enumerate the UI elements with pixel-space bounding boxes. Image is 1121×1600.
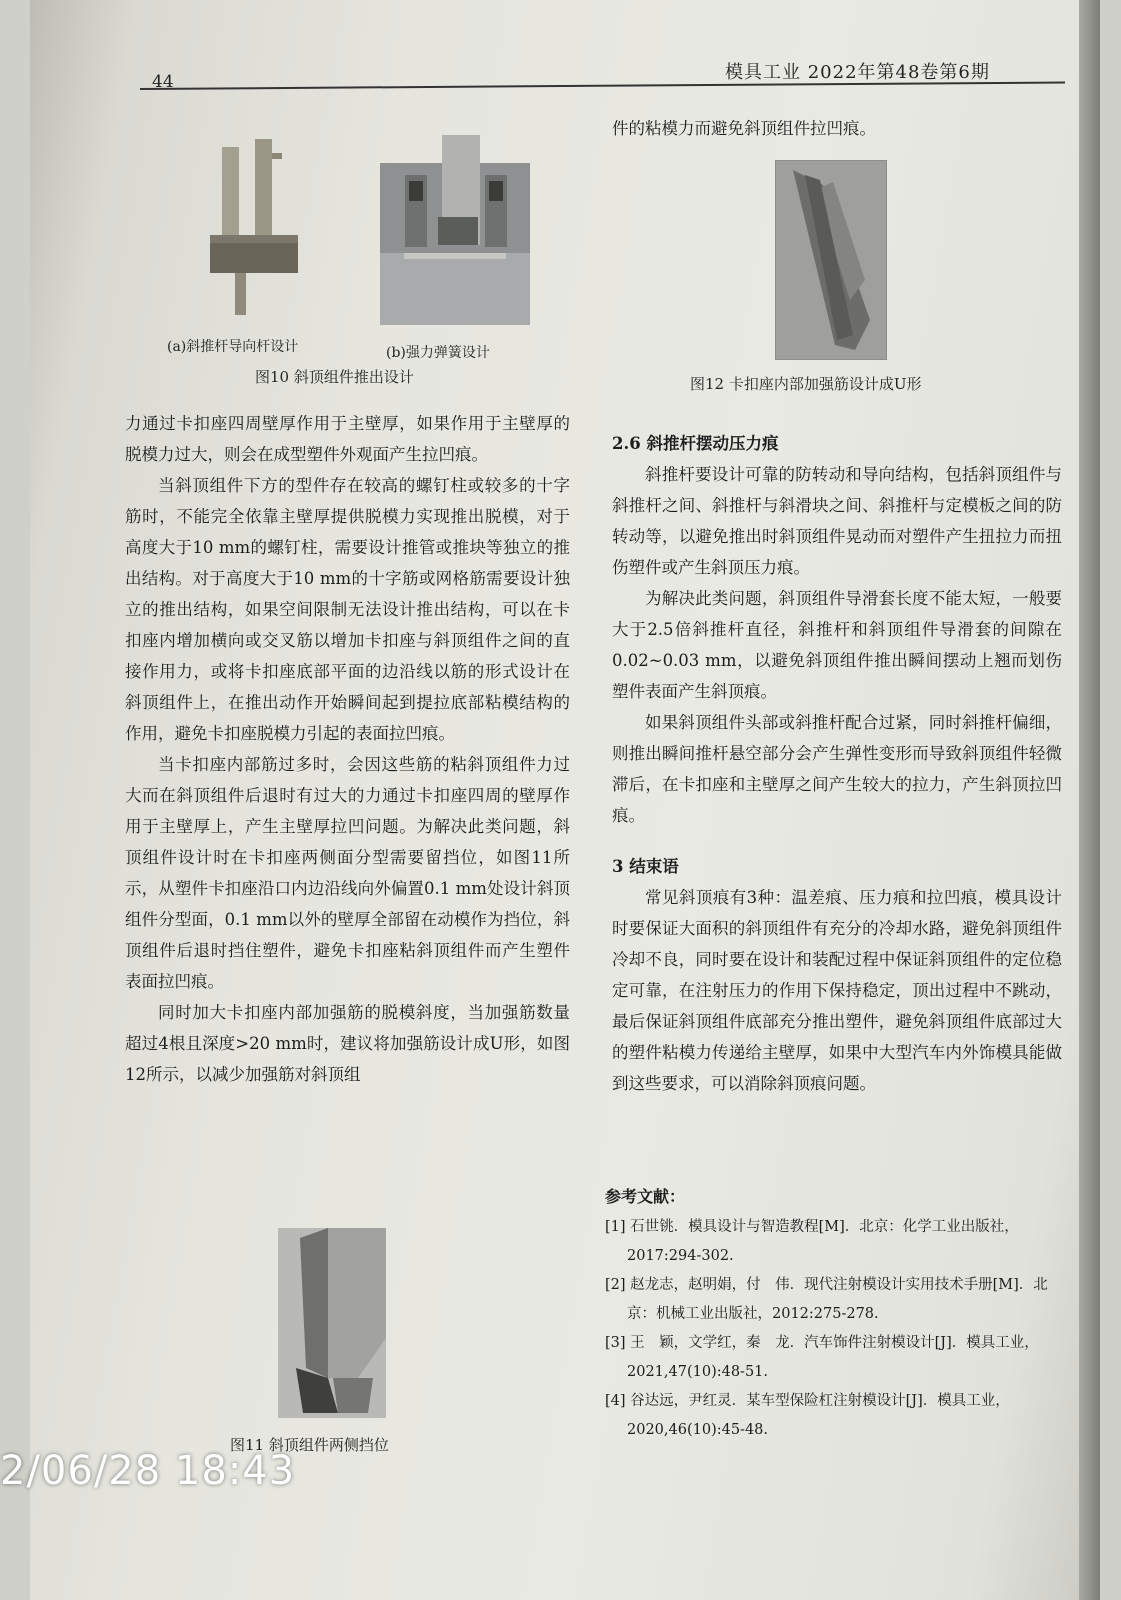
left-paragraph-4: 同时加大卡扣座内部加强筋的脱模斜度，当加强筋数量超过4根且深度>20 mm时，建议将加强筋设计成U形，如图12所示，以减少加强筋对斜顶组	[125, 1003, 570, 1084]
figure-10-caption: 图10 斜顶组件推出设计	[255, 368, 414, 386]
references-title: 参考文献：	[605, 1187, 686, 1206]
figure-12-caption: 图12 卡扣座内部加强筋设计成U形	[690, 375, 922, 393]
right-paragraph-2: 为解决此类问题，斜顶组件导滑套长度不能太短，一般要大于2.5倍斜推杆直径，斜推杆和斜顶组件导滑套的间隙在0.02~0.03 mm，以避免斜顶组件推出瞬间摆动上翘而划伤塑件表面产生斜顶痕。	[612, 589, 1062, 701]
right-paragraph-1: 斜推杆要设计可靠的防转动和导向结构，包括斜顶组件与斜推杆之间、斜推杆与斜滑块之间、斜推杆与定模板之间的防转动等，以避免推出时斜顶组件晃动而对塑件产生扭拉力而扭伤塑件或产生斜顶压力痕。	[612, 465, 1062, 577]
journal-header: 模具工业 2022年第48卷第6期	[725, 62, 990, 83]
left-column	[125, 408, 570, 1090]
figure-10b-spring	[380, 135, 530, 325]
continued-line: 件的粘模力而避免斜顶组件拉凹痕。	[612, 119, 876, 138]
reference-item: [4] 谷达远，尹红灵．某车型保险杠注射模设计[J]．模具工业，2020,46(10):45-48.	[605, 1393, 1010, 1438]
left-paragraph-3: 当卡扣座内部筋过多时，会因这些筋的粘斜顶组件力过大而在斜顶组件后退时有过大的力通过卡扣座四周的壁厚作用于主壁厚上，产生主壁厚拉凹问题。为解决此类问题，斜顶组件设计时在卡扣座两侧面分型需要留挡位，如图11所示，从塑件卡扣座沿口内边沿线向外偏置0.1 mm处设计斜顶组件分型面，0.1 mm以外的壁厚全部留在动模作为挡位，斜顶组件后退时挡住塑件，避免卡扣座粘斜顶组件而产生塑件表面拉凹痕。	[125, 755, 570, 991]
figure-11-caption: 图11 斜顶组件两侧挡位	[230, 1436, 389, 1454]
figure-10a-caption: (a)斜推杆导向杆设计	[167, 339, 299, 355]
right-paragraph-4: 常见斜顶痕有3种：温差痕、压力痕和拉凹痕，模具设计时要保证大面积的斜顶组件有充分的冷却水路，避免斜顶组件冷却不良，同时要在设计和装配过程中保证斜顶组件的定位稳定可靠，在注射压力的作用下保持稳定，顶出过程中不跳动，最后保证斜顶组件底部充分推出塑件，避免斜顶组件底部过大的塑件粘模力传递给主壁厚，如果中大型汽车内外饰模具能做到这些要求，可以消除斜顶痕问题。	[612, 888, 1062, 1093]
page-number: 44	[152, 72, 174, 92]
figure-10a-guide-rod	[205, 135, 305, 320]
reference-item: [3] 王 颖，文学红，秦 龙．汽车饰件注射模设计[J]．模具工业，2021,47(10):48-51.	[605, 1335, 1039, 1380]
references	[605, 1182, 1063, 1445]
left-paragraph-1: 力通过卡扣座四周壁厚作用于主壁厚，如果作用于主壁厚的脱模力过大，则会在成型塑件外观面产生拉凹痕。	[125, 414, 570, 464]
figure-11-side-stops	[278, 1228, 386, 1418]
photo-timestamp: 2/06/28 18:43	[0, 1448, 296, 1494]
right-column	[612, 428, 1062, 1099]
section-2-6-heading: 2.6 斜推杆摆动压力痕	[612, 434, 779, 453]
figure-10b-caption: (b)强力弹簧设计	[386, 345, 490, 361]
reference-item: [2] 赵龙志，赵明娟，付 伟．现代注射模设计实用技术手册[M]．北京：机械工业出版社，2012:275-278.	[605, 1277, 1048, 1322]
section-3-heading: 3 结束语	[612, 857, 679, 876]
figure-12-u-rib	[775, 160, 887, 360]
right-paragraph-3: 如果斜顶组件头部或斜推杆配合过紧，同时斜推杆偏细，则推出瞬间推杆悬空部分会产生弹性变形而导致斜顶组件轻微滞后，在卡扣座和主壁厚之间产生较大的拉力，产生斜顶拉凹痕。	[612, 713, 1062, 825]
left-paragraph-2: 当斜顶组件下方的型件存在较高的螺钉柱或较多的十字筋时，不能完全依靠主壁厚提供脱模力实现推出脱模，对于高度大于10 mm的螺钉柱，需要设计推管或推块等独立的推出结构。对于高度大于10 mm的十字筋或网格筋需要设计独立的推出结构，如果空间限制无法设计推出结构，可以在卡扣座内增加横向或交叉筋以增加卡扣座与斜顶组件之间的直接作用力，或将卡扣座底部平面的边沿线以筋的形式设计在斜顶组件上，在推出动作开始瞬间起到提拉底部粘模结构的作用，避免卡扣座脱模力引起的表面拉凹痕。	[125, 476, 570, 743]
reference-item: [1] 石世铫．模具设计与智造教程[M]．北京：化学工业出版社，2017:294-302.	[605, 1219, 1019, 1264]
page-edge	[1079, 0, 1100, 1600]
